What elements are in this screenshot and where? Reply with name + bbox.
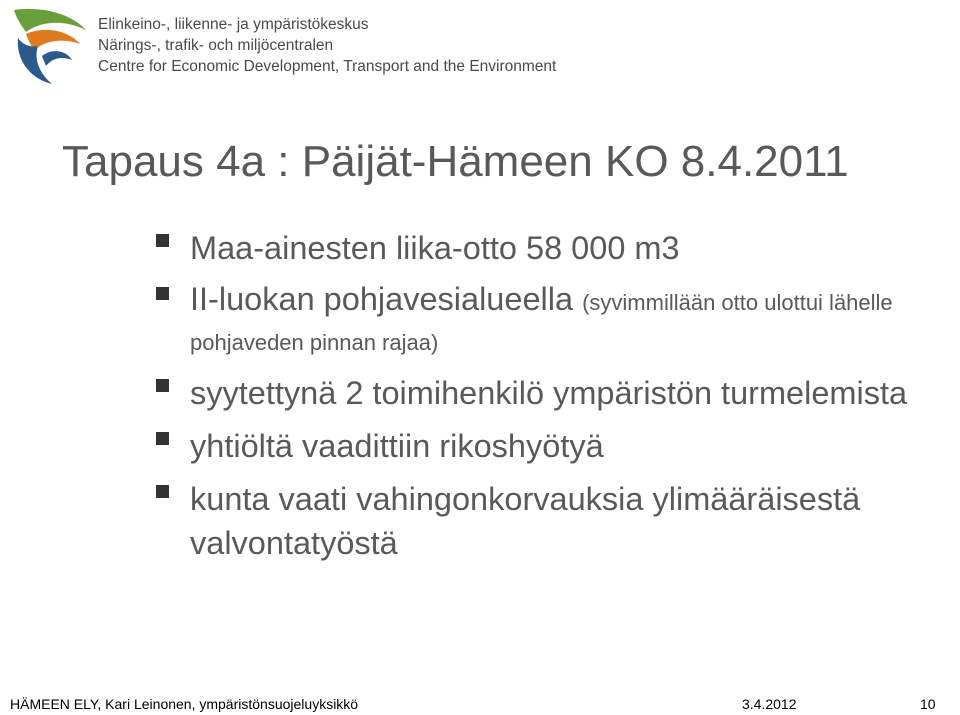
slide-footer: [0, 692, 960, 715]
org-name-fi: Elinkeino-, liikenne- ja ympäristökeskus: [98, 16, 369, 33]
bullet-text: Maa-ainesten liika-otto 58 000 m3: [190, 230, 680, 266]
footer-author: HÄMEEN ELY, Kari Leinonen, ympäristönsuojeluyksikkö: [10, 696, 359, 712]
ely-logo: [8, 4, 92, 86]
square-bullet-icon: [156, 234, 169, 247]
square-bullet-icon: [156, 287, 169, 300]
slide-title: Tapaus 4a : Päijät-Hämeen KO 8.4.2011: [62, 137, 849, 186]
bullet-list: [155, 226, 955, 574]
bullet-item: [155, 477, 955, 565]
bullet-text: kunta vaati vahingonkorvauksia ylimääräisestä valvontatyöstä: [190, 481, 861, 561]
ely-logo-icon: [8, 4, 92, 86]
bullet-item: [155, 226, 955, 270]
square-bullet-icon: [156, 379, 169, 392]
bullet-text: yhtiöltä vaadittiin rikoshyötyä: [190, 428, 604, 464]
square-bullet-icon: [156, 485, 169, 498]
bullet-text: syytettynä 2 toimihenkilö ympäristön turmelemista: [190, 375, 908, 411]
bullet-item: [155, 424, 955, 468]
bullet-note: (syvimmillään otto ulottui lähelle pohjaveden pinnan rajaa): [190, 290, 893, 355]
footer-page-number: 10: [920, 696, 936, 712]
bullet-text: II-luokan pohjavesialueella: [190, 281, 574, 317]
org-name-sv: Närings-, trafik- och miljöcentralen: [98, 37, 334, 54]
footer-date: 3.4.2012: [742, 696, 797, 712]
square-bullet-icon: [156, 432, 169, 445]
organization-name: [98, 14, 556, 77]
bullet-item: [155, 279, 955, 359]
bullet-item: [155, 371, 955, 415]
org-name-en: Centre for Economic Development, Transport and the Environment: [98, 58, 557, 75]
